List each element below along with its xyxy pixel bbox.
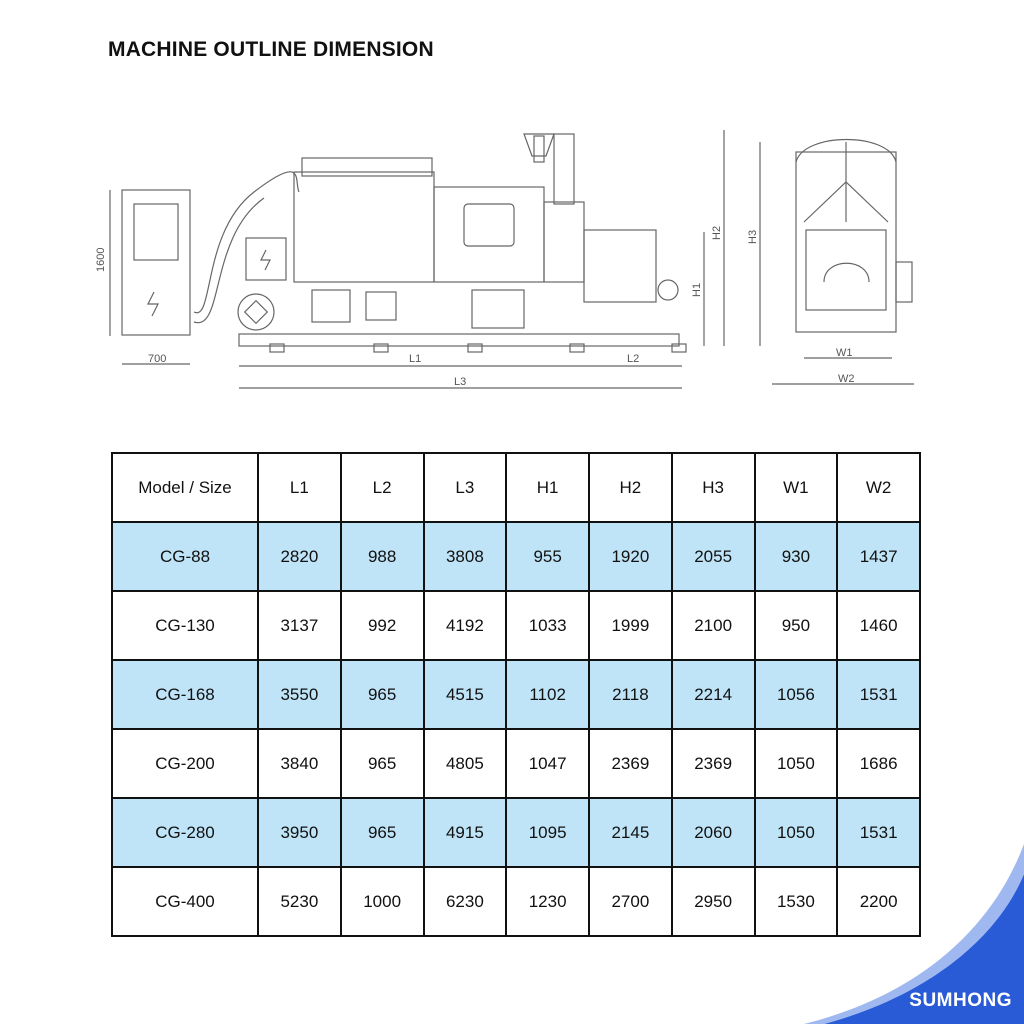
table-cell: CG-280 bbox=[112, 798, 258, 867]
table-cell: 1437 bbox=[837, 522, 920, 591]
l2-label: L2 bbox=[627, 353, 640, 365]
table-cell: 1531 bbox=[837, 660, 920, 729]
machine-outline-svg bbox=[84, 112, 944, 412]
table-cell: 988 bbox=[341, 522, 424, 591]
table-cell: 1230 bbox=[506, 867, 589, 936]
table-cell: 2950 bbox=[672, 867, 755, 936]
base-box-2 bbox=[366, 292, 396, 320]
hopper bbox=[524, 134, 554, 156]
table-cell: 4805 bbox=[424, 729, 507, 798]
table-cell: 1033 bbox=[506, 591, 589, 660]
table-cell: 4515 bbox=[424, 660, 507, 729]
side-view-door bbox=[824, 263, 869, 282]
brand-logo: SUMHONG bbox=[909, 990, 1012, 1011]
table-cell: 2118 bbox=[589, 660, 672, 729]
table-cell: 965 bbox=[341, 729, 424, 798]
header-h3: H3 bbox=[672, 453, 755, 522]
h2-label: H2 bbox=[711, 225, 723, 240]
table-cell: CG-88 bbox=[112, 522, 258, 591]
w1-label: W1 bbox=[836, 347, 853, 359]
table-cell: 1102 bbox=[506, 660, 589, 729]
viewing-window bbox=[464, 204, 514, 246]
base-box-1 bbox=[312, 290, 350, 322]
table-cell: 1000 bbox=[341, 867, 424, 936]
table-cell: 1047 bbox=[506, 729, 589, 798]
header-model: Model / Size bbox=[112, 453, 258, 522]
table-cell: 1531 bbox=[837, 798, 920, 867]
header-w2: W2 bbox=[837, 453, 920, 522]
table-cell: CG-130 bbox=[112, 591, 258, 660]
table-row bbox=[112, 660, 920, 729]
brand-swoosh-graphic bbox=[784, 784, 1024, 1024]
leveling-feet bbox=[270, 344, 686, 352]
table-cell: 992 bbox=[341, 591, 424, 660]
table-cell: 2200 bbox=[837, 867, 920, 936]
table-cell: 3808 bbox=[424, 522, 507, 591]
side-housing bbox=[544, 202, 584, 282]
table-cell: 3137 bbox=[258, 591, 341, 660]
table-cell: 1530 bbox=[755, 867, 838, 936]
table-cell: 4192 bbox=[424, 591, 507, 660]
page-title: MACHINE OUTLINE DIMENSION bbox=[108, 38, 434, 61]
furnace-wheel bbox=[658, 280, 678, 300]
control-panel bbox=[134, 204, 178, 260]
cabinet-width-label: 700 bbox=[148, 353, 167, 365]
motor-hazard-icon bbox=[261, 250, 270, 270]
table-cell: 955 bbox=[506, 522, 589, 591]
l3-label: L3 bbox=[454, 376, 467, 388]
header-h2: H2 bbox=[589, 453, 672, 522]
table-cell: 950 bbox=[755, 591, 838, 660]
furnace-box bbox=[584, 230, 656, 302]
table-row bbox=[112, 591, 920, 660]
table-cell: 930 bbox=[755, 522, 838, 591]
top-cover bbox=[302, 158, 432, 176]
h3-label: H3 bbox=[747, 229, 759, 244]
table-cell: 965 bbox=[341, 660, 424, 729]
table-cell: 3840 bbox=[258, 729, 341, 798]
table-cell: 2214 bbox=[672, 660, 755, 729]
header-l2: L2 bbox=[341, 453, 424, 522]
table-cell: 1999 bbox=[589, 591, 672, 660]
h1-label: H1 bbox=[691, 282, 703, 297]
injection-housing bbox=[434, 187, 544, 282]
motor bbox=[238, 294, 274, 330]
table-header-row bbox=[112, 453, 920, 522]
table-cell: 2060 bbox=[672, 798, 755, 867]
header-l3: L3 bbox=[424, 453, 507, 522]
table-cell: 6230 bbox=[424, 867, 507, 936]
table-cell: 2145 bbox=[589, 798, 672, 867]
header-l1: L1 bbox=[258, 453, 341, 522]
table-cell: 965 bbox=[341, 798, 424, 867]
table-cell: 1050 bbox=[755, 729, 838, 798]
table-cell: 2055 bbox=[672, 522, 755, 591]
table-cell: CG-400 bbox=[112, 867, 258, 936]
table-cell: 2369 bbox=[672, 729, 755, 798]
side-view-furnace bbox=[806, 230, 886, 310]
table-cell: 1095 bbox=[506, 798, 589, 867]
electric-hazard-icon bbox=[148, 292, 158, 316]
table-cell: 3550 bbox=[258, 660, 341, 729]
injection-tower bbox=[554, 134, 574, 204]
table-cell: 1056 bbox=[755, 660, 838, 729]
table-cell: 1686 bbox=[837, 729, 920, 798]
machine-outline-drawing bbox=[84, 112, 944, 412]
control-cabinet bbox=[122, 190, 190, 335]
table-row bbox=[112, 522, 920, 591]
table-cell: CG-168 bbox=[112, 660, 258, 729]
w2-label: W2 bbox=[838, 373, 855, 385]
cabinet-height-label: 1600 bbox=[95, 247, 107, 272]
table-cell: 2700 bbox=[589, 867, 672, 936]
table-cell: 1050 bbox=[755, 798, 838, 867]
clamping-unit bbox=[294, 172, 434, 282]
table-cell: CG-200 bbox=[112, 729, 258, 798]
motor-junction-box bbox=[246, 238, 286, 280]
table-cell: 1920 bbox=[589, 522, 672, 591]
table-cell: 2100 bbox=[672, 591, 755, 660]
table-cell: 1460 bbox=[837, 591, 920, 660]
table-cell: 3950 bbox=[258, 798, 341, 867]
table-cell: 4915 bbox=[424, 798, 507, 867]
table-cell: 2369 bbox=[589, 729, 672, 798]
table-cell: 5230 bbox=[258, 867, 341, 936]
table-cell: 2820 bbox=[258, 522, 341, 591]
header-w1: W1 bbox=[755, 453, 838, 522]
header-h1: H1 bbox=[506, 453, 589, 522]
base-frame bbox=[239, 334, 679, 346]
l1-label: L1 bbox=[409, 353, 422, 365]
base-box-3 bbox=[472, 290, 524, 328]
